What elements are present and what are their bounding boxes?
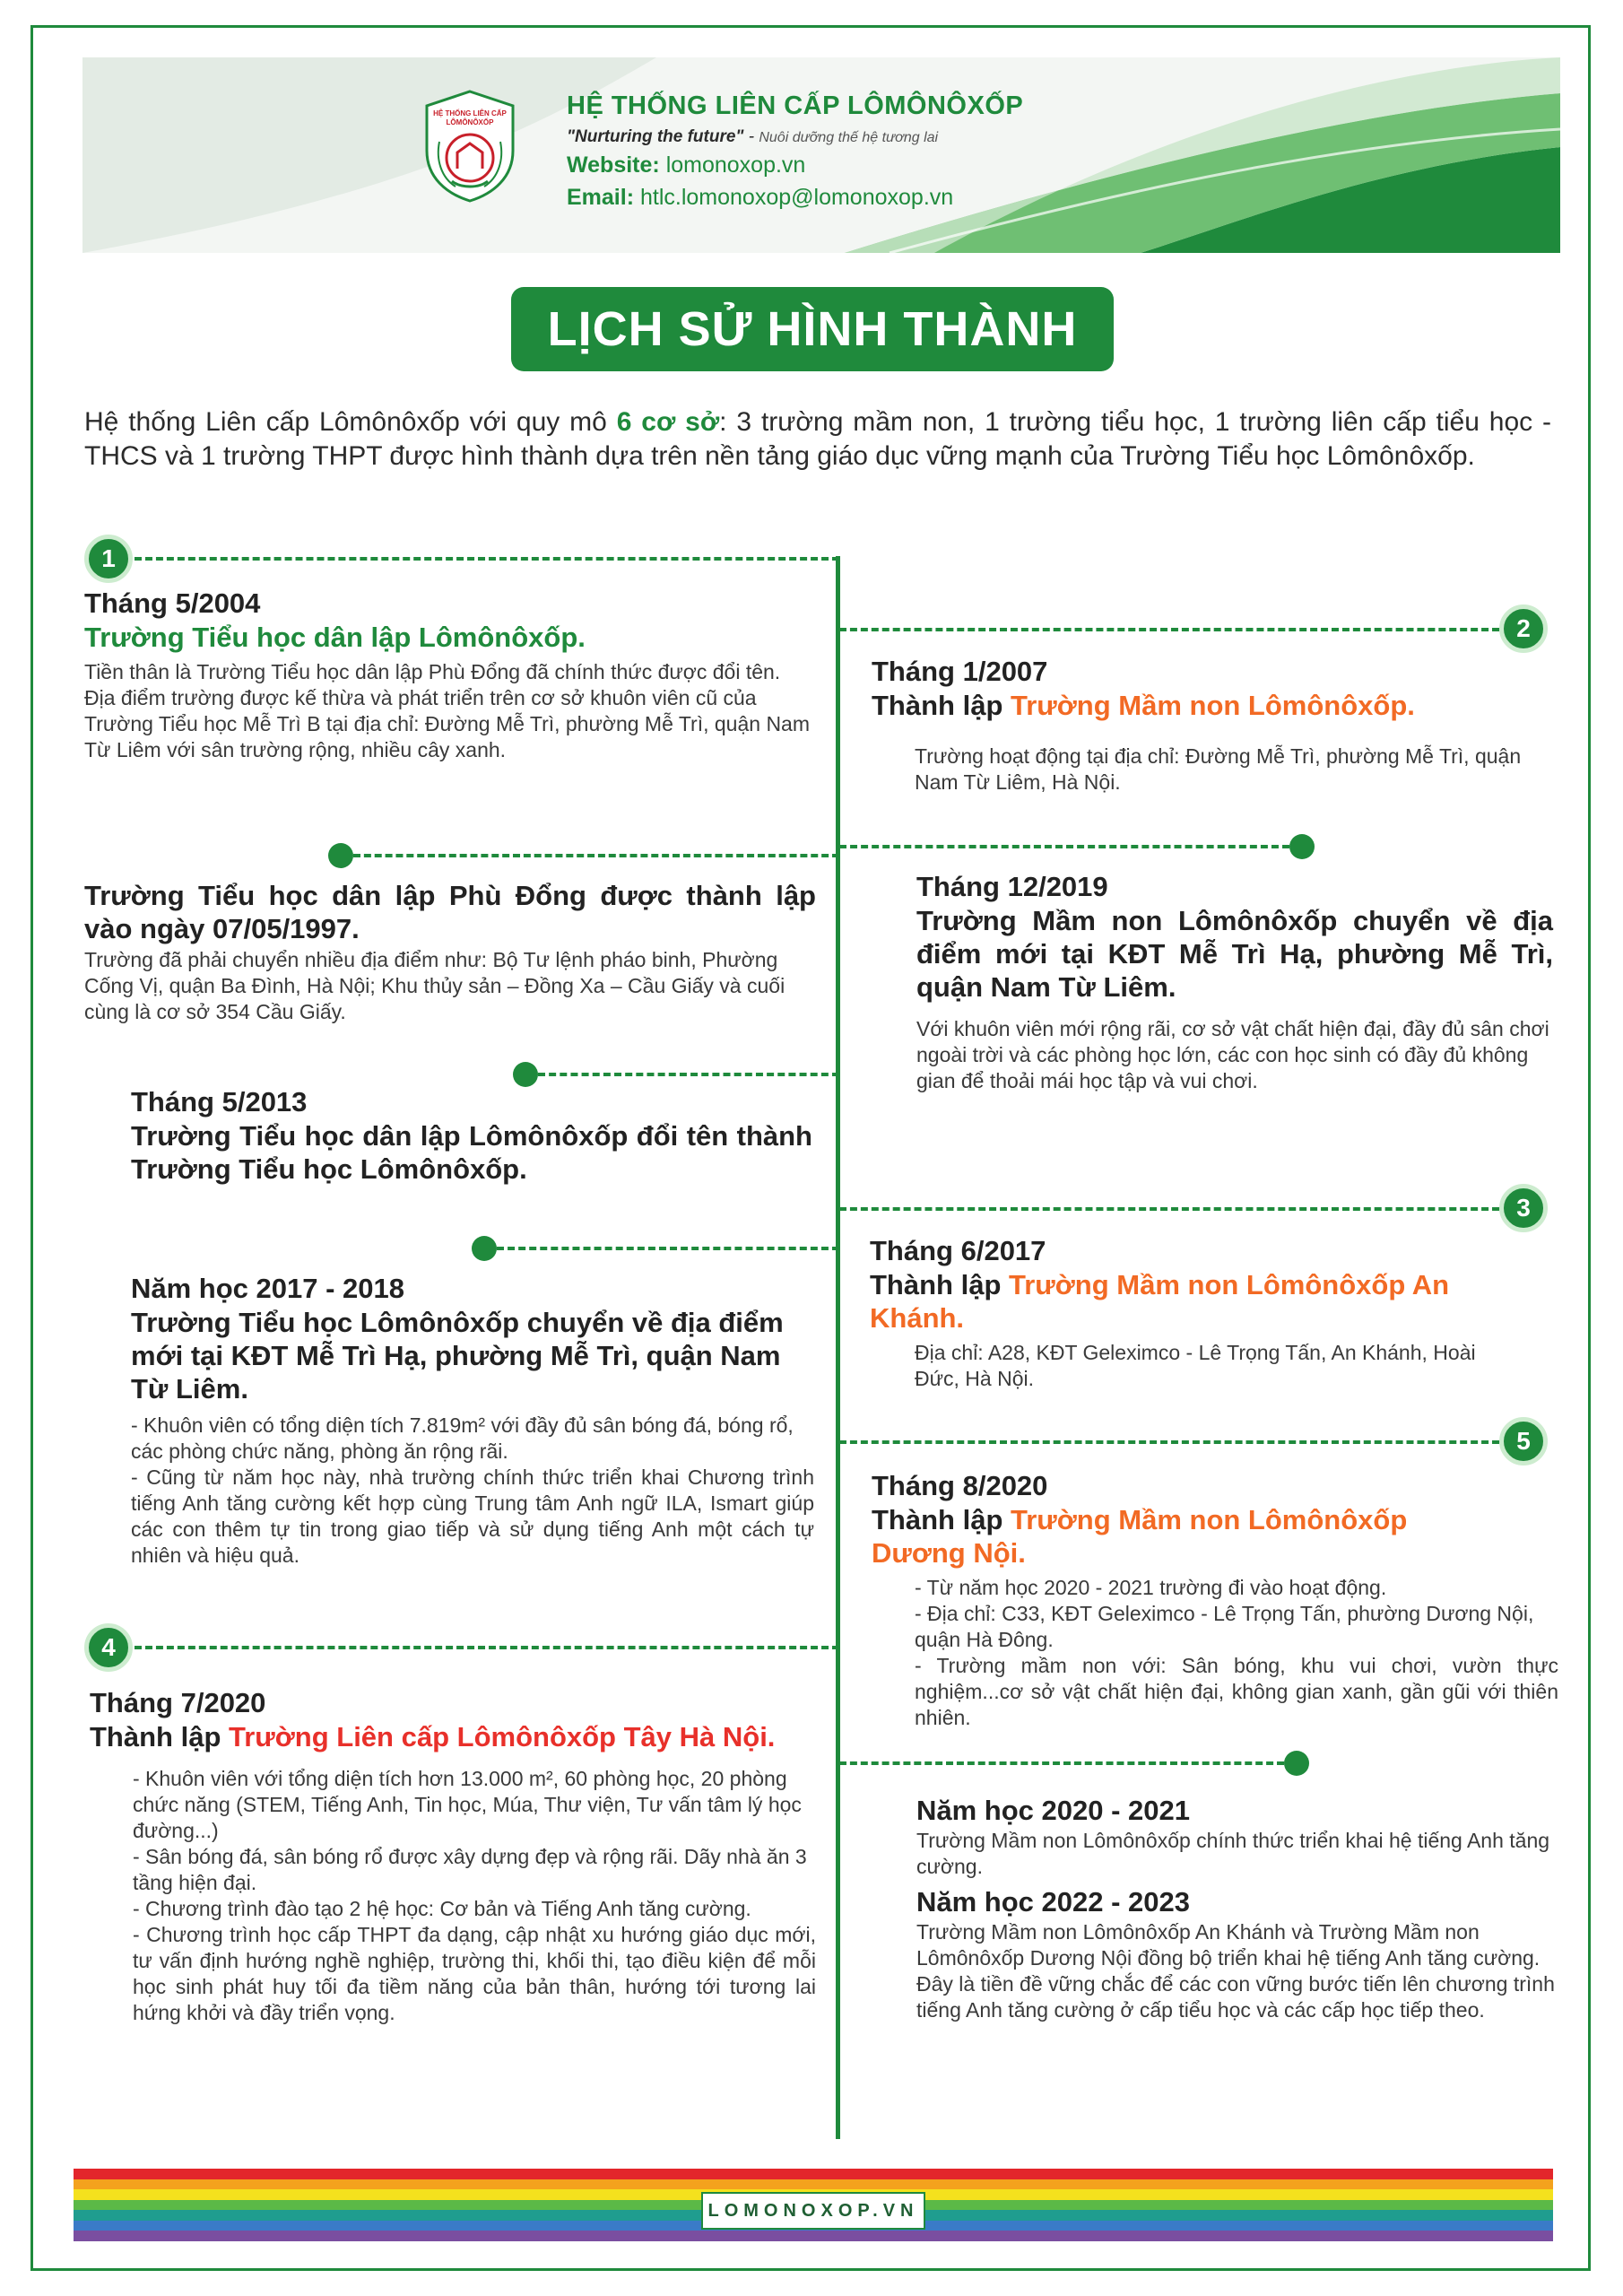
- event-phu-dong-1997: [84, 879, 816, 1025]
- website-line: [567, 152, 805, 178]
- event-date: Tháng 7/2020: [90, 1687, 266, 1718]
- connector-4: [135, 1646, 839, 1649]
- event-school-year-2020-2021: [916, 1794, 1562, 2023]
- event-heading-prefix: Thành lập: [872, 1504, 1011, 1535]
- event-body-line: - Chương trình học cấp THPT đa dạng, cập nhật xu hướng giáo dục mới, tư vấn định hướng nghề nghiệp, trường thi, khối thi, tạo điều kiện để mỗi học sinh phát huy tối đa tiềm năng của bản thân, hướng tới tương lai hứng khởi và đầy triển vọng.: [133, 1923, 816, 2024]
- event-heading-highlight: Trường Liên cấp Lômônôxốp Tây Hà Nội.: [229, 1721, 776, 1752]
- event-body: [84, 659, 820, 763]
- event-heading: Trường Tiểu học Lômônôxốp chuyển về địa điểm mới tại KĐT Mễ Trì Hạ, phường Mễ Trì, quận Nam Từ Liêm.: [131, 1307, 784, 1405]
- event-may-2004: [84, 587, 820, 763]
- event-date: Tháng 5/2013: [131, 1086, 308, 1118]
- event-body: [84, 947, 816, 1025]
- event-heading: Trường Tiểu học dân lập Phù Đổng được thành lập vào ngày 07/05/1997.: [84, 880, 816, 944]
- timeline-dot-2013: [513, 1062, 538, 1087]
- event-body-line: Địa điểm trường được kế thừa và phát triển trên cơ sở khuôn viên cũ của Trường Tiểu học Mễ Trì B tại địa chỉ: Đường Mễ Trì, phường Mễ Trì, quận Nam Từ Liêm với sân trường rộng, nhiều cây xanh.: [84, 686, 810, 761]
- connector-2: [839, 628, 1499, 631]
- event-body: [131, 1413, 814, 1569]
- event-heading-highlight: Trường Mầm non Lômônôxốp.: [1011, 690, 1415, 721]
- event-body-line: Với khuôn viên mới rộng rãi, cơ sở vật chất hiện đại, đầy đủ sân chơi ngoài trời và các phòng học lớn, các con học sinh có đầy đủ không gian để thoải mái học tập và vui chơi.: [916, 1017, 1549, 1092]
- intro-part-2: : 3 trường mầm non, 1 trường tiểu học, 1 trường liên cấp tiểu học - THCS và 1 trường THPT được hình thành dựa trên nền tảng giáo dục vững mạnh của Trường Tiểu học Lômônôxốp.: [84, 407, 1551, 471]
- connector-phudong: [353, 854, 839, 857]
- event-date: Tháng 6/2017: [870, 1235, 1046, 1266]
- event-date: Năm học 2017 - 2018: [131, 1273, 405, 1304]
- event-heading-highlight: Trường Mầm non Lômônôxốp Dương Nội.: [872, 1504, 1408, 1569]
- slogan: [567, 127, 938, 147]
- event-heading: Trường Mầm non Lômônôxốp chuyển về địa điểm mới tại KĐT Mễ Trì Hạ, phường Mễ Trì, quận Nam Từ Liêm.: [916, 905, 1553, 1003]
- event-body-line: Trường hoạt động tại địa chỉ: Đường Mễ Trì, phường Mễ Trì, quận Nam Từ Liêm, Hà Nội.: [915, 744, 1522, 794]
- event-date-2022-2023: Năm học 2022 - 2023: [916, 1886, 1191, 1918]
- event-jan-2007: [872, 655, 1553, 796]
- intro-part-1: Hệ thống Liên cấp Lômônôxốp với quy mô: [84, 407, 617, 437]
- event-body-2022-2023: [916, 1919, 1562, 2023]
- email-line: [567, 185, 953, 211]
- event-date: Năm học 2020 - 2021: [916, 1795, 1191, 1826]
- connector-2013: [538, 1073, 839, 1076]
- org-name: HỆ THỐNG LIÊN CẤP LÔMÔNÔXỐP: [567, 91, 1024, 120]
- event-heading-prefix: Thành lập: [872, 690, 1011, 721]
- badge-4: 4: [84, 1623, 133, 1672]
- connector-2017: [497, 1247, 839, 1250]
- event-body-line: - Khuôn viên với tổng diện tích hơn 13.000 m², 60 phòng học, 20 phòng chức năng (STEM, Tiếng Anh, Tin học, Múa, Thư viện, Tư vấn tâm lý học đường...): [133, 1767, 802, 1842]
- intro-highlight: 6 cơ sở: [616, 407, 720, 437]
- event-body-line: - Trường mầm non với: Sân bóng, khu vui chơi, vườn thực nghiệm...cơ sở vật chất hiện đại, không gian xanh, gần gũi với thiên nhiên.: [915, 1654, 1558, 1729]
- event-body: [916, 1016, 1553, 1094]
- event-body-line: Địa chỉ: A28, KĐT Geleximco - Lê Trọng Tấn, An Khánh, Hoài Đức, Hà Nội.: [915, 1341, 1476, 1390]
- event-date: Tháng 1/2007: [872, 656, 1048, 687]
- event-heading-prefix: Thành lập: [870, 1269, 1009, 1300]
- connector-2019: [839, 845, 1289, 848]
- badge-1: 1: [84, 535, 133, 583]
- event-aug-2020: [872, 1469, 1558, 1731]
- rainbow-band: [74, 2231, 1553, 2241]
- badge-5: 5: [1499, 1417, 1548, 1465]
- footer-rainbow: [74, 2169, 1553, 2251]
- logo-text-name: LÔMÔNÔXỐP: [446, 118, 494, 126]
- event-heading-highlight: Trường Mầm non Lômônôxốp An Khánh.: [870, 1269, 1450, 1334]
- event-jul-2020: [90, 1686, 816, 2026]
- event-body-line: Trường Mầm non Lômônôxốp An Khánh và Trường Mầm non Lômônôxốp Dương Nội đồng bộ triển khai hệ tiếng Anh tăng cường.: [916, 1920, 1541, 1970]
- event-heading: [872, 689, 1553, 722]
- event-heading: Trường Tiểu học dân lập Lômônôxốp.: [84, 622, 586, 653]
- timeline-dot-phudong: [328, 843, 353, 868]
- event-heading: Trường Tiểu học dân lập Lômônôxốp đổi tên thành Trường Tiểu học Lômônôxốp.: [131, 1120, 812, 1185]
- event-body-line: - Khuôn viên có tổng diện tích 7.819m² với đầy đủ sân bóng đá, bóng rổ, các phòng chức năng, phòng ăn rộng rãi.: [131, 1413, 794, 1463]
- header-background: [82, 57, 1560, 253]
- slogan-vi: Nuôi dưỡng thế hệ tương lai: [759, 130, 939, 145]
- timeline-dot-2019: [1289, 834, 1315, 859]
- event-body: [870, 1340, 1497, 1392]
- website-link[interactable]: lomonoxop.vn: [665, 152, 806, 178]
- rainbow-band: [74, 2169, 1553, 2179]
- timeline-dot-2020-2021: [1284, 1751, 1309, 1776]
- event-body-line: - Sân bóng đá, sân bóng rổ được xây dựng đẹp và rộng rãi. Dãy nhà ăn 3 tầng hiện đại.: [133, 1845, 807, 1894]
- footer-site-link[interactable]: LOMONOXOP.VN: [701, 2192, 925, 2230]
- badge-3: 3: [1499, 1184, 1548, 1232]
- school-logo-icon: [420, 88, 520, 204]
- connector-3: [839, 1207, 1499, 1211]
- email-link[interactable]: htlc.lomonoxop@lomonoxop.vn: [639, 185, 954, 210]
- event-body-line: Tiền thân là Trường Tiểu học dân lập Phù Đổng đã chính thức được đổi tên.: [84, 660, 781, 683]
- event-body-line: - Từ năm học 2020 - 2021 trường đi vào hoạt động.: [915, 1576, 1387, 1599]
- event-may-2013: [131, 1085, 812, 1186]
- event-school-year-2017-2018: [131, 1272, 814, 1569]
- connector-2020-2021: [839, 1761, 1284, 1765]
- event-body-line: - Địa chỉ: C33, KĐT Geleximco - Lê Trọng Tấn, phường Dương Nội, quận Hà Đông.: [915, 1602, 1534, 1651]
- logo-text-top: HỆ THỐNG LIÊN CẤP: [433, 109, 507, 117]
- event-heading-prefix: Thành lập: [90, 1721, 229, 1752]
- timeline-spine: [836, 556, 840, 2139]
- header-banner: [82, 57, 1560, 253]
- event-date: Tháng 8/2020: [872, 1470, 1048, 1501]
- email-label: Email:: [567, 185, 635, 210]
- event-date: Tháng 5/2004: [84, 587, 261, 619]
- event-body-line: Trường đã phải chuyển nhiều địa điểm như: Bộ Tư lệnh pháo binh, Phường Cống Vị, quận Ba Đình, Hà Nội; Khu thủy sản – Đồng Xa – Cầu Giấy và cuối cùng là cơ sở 354 Cầu Giấy.: [84, 948, 785, 1023]
- event-dec-2019: [916, 870, 1553, 1094]
- badge-2: 2: [1499, 604, 1548, 653]
- event-body-line: Đây là tiền đề vững chắc để các con vững bước tiến lên chương trình tiếng Anh tăng cường ở cấp tiểu học và các cấp học tiếp theo.: [916, 1972, 1555, 2022]
- event-heading: [870, 1268, 1497, 1335]
- event-heading: [90, 1720, 816, 1753]
- event-body: [872, 744, 1553, 796]
- event-jun-2017: [870, 1234, 1497, 1392]
- slogan-separator: -: [743, 127, 759, 146]
- logo-caption: [430, 109, 509, 127]
- event-body-line: Trường Mầm non Lômônôxốp chính thức triển khai hệ tiếng Anh tăng cường.: [916, 1829, 1550, 1878]
- intro-paragraph: [84, 405, 1551, 474]
- slogan-en: "Nurturing the future": [567, 127, 744, 146]
- rainbow-band: [74, 2179, 1553, 2190]
- event-body: [90, 1766, 816, 2026]
- event-body-line: - Chương trình đào tạo 2 hệ học: Cơ bản và Tiếng Anh tăng cường.: [133, 1897, 751, 1920]
- timeline-dot-2017: [472, 1236, 497, 1261]
- event-body: [872, 1575, 1558, 1731]
- event-body: [916, 1828, 1562, 1880]
- website-label: Website:: [567, 152, 660, 178]
- page-title: LỊCH SỬ HÌNH THÀNH: [511, 287, 1114, 371]
- event-heading: [872, 1503, 1463, 1570]
- connector-5: [839, 1440, 1499, 1444]
- event-date: Tháng 12/2019: [916, 871, 1108, 902]
- connector-1: [135, 557, 839, 561]
- event-body-line: - Cũng từ năm học này, nhà trường chính thức triển khai Chương trình tiếng Anh tăng cường kết hợp cùng Trung tâm Anh ngữ ILA, Ismart giúp các con thêm tự tin trong giao tiếp và sử dụng tiếng Anh một cách tự nhiên và hiệu quả.: [131, 1465, 814, 1567]
